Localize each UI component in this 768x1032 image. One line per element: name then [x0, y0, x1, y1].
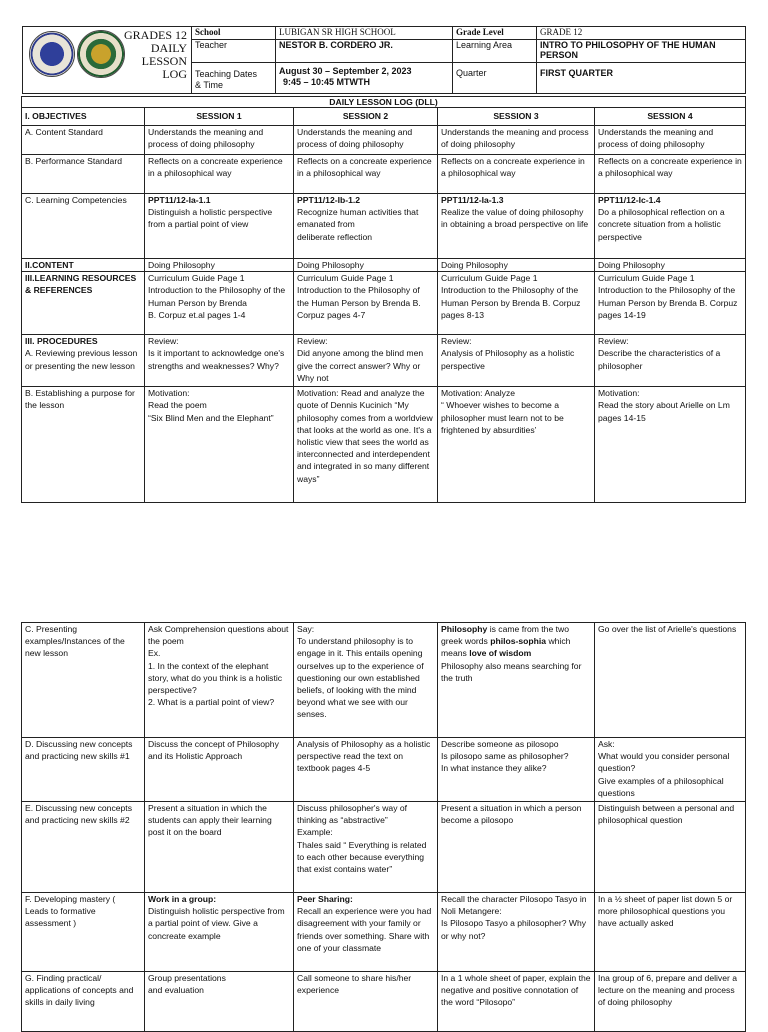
table-cell: Distinguish between a personal and philosophical question — [595, 802, 746, 893]
table-cell: Ina group of 6, prepare and deliver a lecture on the meaning and process of doing philosophy — [595, 972, 746, 1032]
table-cell: Review: Is it important to acknowledge one's strengths and weaknesses? Why? — [145, 335, 294, 387]
table-cell — [145, 893, 294, 972]
table-row — [22, 155, 746, 194]
table-cell: Go over the list of Arielle's questions — [595, 623, 746, 738]
table-cell: Recall the character Pilosopo Tasyo in Noli Metangere: Is Pilosopo Tasyo a philosopher? Why or why not? — [438, 893, 595, 972]
table-cell: Reflects on a concreate experience in a philosophical way — [294, 155, 438, 194]
table-cell: Doing Philosophy — [438, 259, 595, 272]
col-objectives: I. OBJECTIVES — [22, 108, 145, 126]
quarter-label: Quarter — [453, 62, 537, 93]
title-line: LOG — [162, 67, 187, 81]
table-cell — [438, 194, 595, 259]
table-cell: Analysis of Philosophy as a holistic perspective read the text on textbook pages 4-5 — [294, 738, 438, 802]
table-cell: Understands the meaning and process of doing philosophy — [438, 126, 595, 155]
rich-bold: philos-sophia — [490, 636, 547, 647]
dll-table-part1 — [21, 96, 746, 503]
table-row — [22, 972, 746, 1032]
table-row — [22, 387, 746, 503]
cell-text: Distinguish holistic perspective from a partial point of view. Give a concreate example — [148, 906, 285, 941]
cell-text: Distinguish a holistic perspective from a partial point of view — [148, 207, 273, 230]
competency-code: PPT11/12-Ia-1.1 — [148, 195, 211, 205]
dates-value-line: August 30 – September 2, 2023 — [279, 65, 412, 76]
quarter-value: FIRST QUARTER — [537, 62, 746, 93]
log-title — [123, 29, 190, 81]
table-cell: Ask Comprehension questions about the poem Ex. 1. In the context of the elephant story, what do you think is a holistic perspective? 2. What is a partial point of view? — [145, 623, 294, 738]
header-table — [22, 26, 746, 94]
table-cell: Review: Did anyone among the blind men give the correct answer? Why or Why not — [294, 335, 438, 387]
table-cell: Curriculum Guide Page 1 Introduction to the Philosophy of the Human Person by Brenda B. Corpuz pages 14-19 — [595, 272, 746, 335]
table-cell: Motivation: Read the story about Arielle on Lm pages 14-15 — [595, 387, 746, 503]
row-label: B. Establishing a purpose for the lesson — [22, 387, 145, 503]
table-cell: Doing Philosophy — [294, 259, 438, 272]
table-cell: Motivation: Read the poem “Six Blind Men and the Elephant” — [145, 387, 294, 503]
rich-text: is came from the two greek words — [441, 624, 569, 647]
dll-title: DAILY LESSON LOG (DLL) — [22, 97, 746, 108]
school-seal-icon — [77, 30, 125, 78]
table-cell: Reflects on a concreate experience in a philosophical way — [438, 155, 595, 194]
rich-text: Philosophy also means searching for the truth — [441, 660, 582, 683]
cell-heading: Work in a group: — [148, 894, 217, 904]
table-cell: In a 1 whole sheet of paper, explain the negative and positive connotation of the word “Pilosopo” — [438, 972, 595, 1032]
table-row — [22, 893, 746, 972]
table-cell: Present a situation in which a person become a pilosopo — [438, 802, 595, 893]
title-line: DAILY — [150, 41, 187, 55]
table-cell: Group presentations and evaluation — [145, 972, 294, 1032]
col-session-4: SESSION 4 — [595, 108, 746, 126]
table-cell: In a ½ sheet of paper list down 5 or more philosophical questions you have actually asked — [595, 893, 746, 972]
table-cell: Curriculum Guide Page 1 Introduction to the Philosophy of the Human Person by Brenda B. Corpuz pages 8-13 — [438, 272, 595, 335]
rich-bold: Philosophy — [441, 624, 488, 634]
row-label: A. Content Standard — [22, 126, 145, 155]
competency-code: PPT11/12-Ia-1.3 — [441, 195, 504, 205]
row-label — [22, 335, 145, 387]
table-cell: Discuss the concept of Philosophy and its Holistic Approach — [145, 738, 294, 802]
school-label: School — [192, 27, 276, 40]
table-cell: Curriculum Guide Page 1 Introduction to the Philosophy of the Human Person by Brenda B. Corpuz et.al pages 1-4 — [145, 272, 294, 335]
table-cell: Say: To understand philosophy is to engage in it. This entails opening ourselves up to the experience of questioning our own established beliefs, of looking with the mind beyond what we see with our senses. — [294, 623, 438, 738]
table-row — [22, 126, 746, 155]
row-label: C. Learning Competencies — [22, 194, 145, 259]
table-cell: Present a situation in which the students can apply their learning post it on the board — [145, 802, 294, 893]
col-session-1: SESSION 1 — [145, 108, 294, 126]
grade-label: Grade Level — [453, 27, 537, 40]
grade-value: GRADE 12 — [537, 27, 746, 40]
row-label: F. Developing mastery ( Leads to formative assessment ) — [22, 893, 145, 972]
row-label: G. Finding practical/ applications of concepts and skills in daily living — [22, 972, 145, 1032]
col-session-2: SESSION 2 — [294, 108, 438, 126]
dates-label — [192, 62, 276, 93]
title-line: LESSON — [141, 54, 187, 68]
table-row — [22, 272, 746, 335]
table-cell — [145, 194, 294, 259]
row-label: B. Performance Standard — [22, 155, 145, 194]
deped-seal-icon — [29, 31, 75, 77]
teacher-value: NESTOR B. CORDERO JR. — [276, 40, 453, 62]
table-cell — [438, 623, 595, 738]
title-line: GRADES 12 — [123, 28, 187, 42]
rich-text: which means — [441, 636, 571, 659]
table-cell: Ask: What would you consider personal question? Give examples of a philosophical questions — [595, 738, 746, 802]
table-cell: Understands the meaning and process of doing philosophy — [595, 126, 746, 155]
row-label: D. Discussing new concepts and practicing new skills #1 — [22, 738, 145, 802]
table-cell: Describe someone as pilosopo Is pilosopo same as philosopher? In what instance they alike? — [438, 738, 595, 802]
rich-bold: love of wisdom — [469, 648, 532, 659]
procedures-heading: III. PROCEDURES — [25, 336, 98, 347]
row-label: III.LEARNING RESOURCES & REFERENCES — [22, 272, 145, 335]
cell-text: Realize the value of doing philosophy in obtaining a broad perspective on life — [441, 207, 589, 230]
table-cell — [294, 194, 438, 259]
table-cell: Reflects on a concreate experience in a philosophical way — [145, 155, 294, 194]
table-row — [22, 623, 746, 738]
row-label: E. Discussing new concepts and practicing new skills #2 — [22, 802, 145, 893]
teacher-label: Teacher — [192, 40, 276, 62]
table-cell: Doing Philosophy — [595, 259, 746, 272]
table-cell — [294, 893, 438, 972]
area-label: Learning Area — [453, 40, 537, 62]
dates-label-line: & Time — [195, 79, 224, 90]
table-cell: Reflects on a concreate experience in a philosophical way — [595, 155, 746, 194]
cell-heading: Peer Sharing: — [297, 894, 353, 904]
table-cell: Call someone to share his/her experience — [294, 972, 438, 1032]
row-label-text: A. Reviewing previous lesson or presenting the new lesson — [25, 348, 138, 371]
dates-value-line: 9:45 – 10:45 MTWTH — [283, 76, 371, 87]
table-cell: Discuss philosopher's way of thinking as “abstractive” Example: Thales said “ Everything is related to each other because everything that exist contains water” — [294, 802, 438, 893]
table-cell: Motivation: Analyze “ Whoever wishes to become a philosopher must learn not to be frightened by absurdities’ — [438, 387, 595, 503]
area-value: INTRO TO PHILOSOPHY OF THE HUMAN PERSON — [537, 40, 746, 62]
row-label: II.CONTENT — [22, 259, 145, 272]
logo-title-cell — [23, 27, 192, 94]
school-value: LUBIGAN SR HIGH SCHOOL — [276, 27, 453, 40]
row-label: C. Presenting examples/Instances of the new lesson — [22, 623, 145, 738]
competency-code: PPT11/12-Ib-1.2 — [297, 195, 361, 205]
table-cell: Understands the meaning and process of doing philosophy — [294, 126, 438, 155]
table-row — [22, 738, 746, 802]
table-cell: Curriculum Guide Page 1 Introduction to the Philosophy of the Human Person by Brenda B. Corpuz pages 4-7 — [294, 272, 438, 335]
competency-code: PPT11/12-Ic-1.4 — [598, 195, 661, 205]
table-cell: Understands the meaning and process of doing philosophy — [145, 126, 294, 155]
table-row — [22, 259, 746, 272]
dll-table-part2 — [21, 622, 746, 1032]
table-cell — [595, 194, 746, 259]
col-session-3: SESSION 3 — [438, 108, 595, 126]
dates-label-line: Teaching Dates — [195, 68, 258, 79]
table-row — [22, 802, 746, 893]
table-row — [22, 335, 746, 387]
table-cell: Review: Describe the characteristics of a philosopher — [595, 335, 746, 387]
table-cell: Review: Analysis of Philosophy as a holistic perspective — [438, 335, 595, 387]
cell-text: Recognize human activities that emanated from deliberate reflection — [297, 207, 419, 242]
dates-value — [276, 62, 453, 93]
table-row — [22, 194, 746, 259]
cell-text: Recall an experience were you had disagreement with your family or friends over something. Share with one of your classmate — [297, 906, 432, 953]
cell-text: Do a philosophical reflection on a concrete situation from a holistic perspective — [598, 207, 725, 242]
table-cell: Doing Philosophy — [145, 259, 294, 272]
table-cell: Motivation: Read and analyze the quote of Dennis Kucinich “My philosophy comes from a worldview that looks at the world as one. It's a holistic view that sees the world as interconnected and interdependent and integrated in so many different ways” — [294, 387, 438, 503]
